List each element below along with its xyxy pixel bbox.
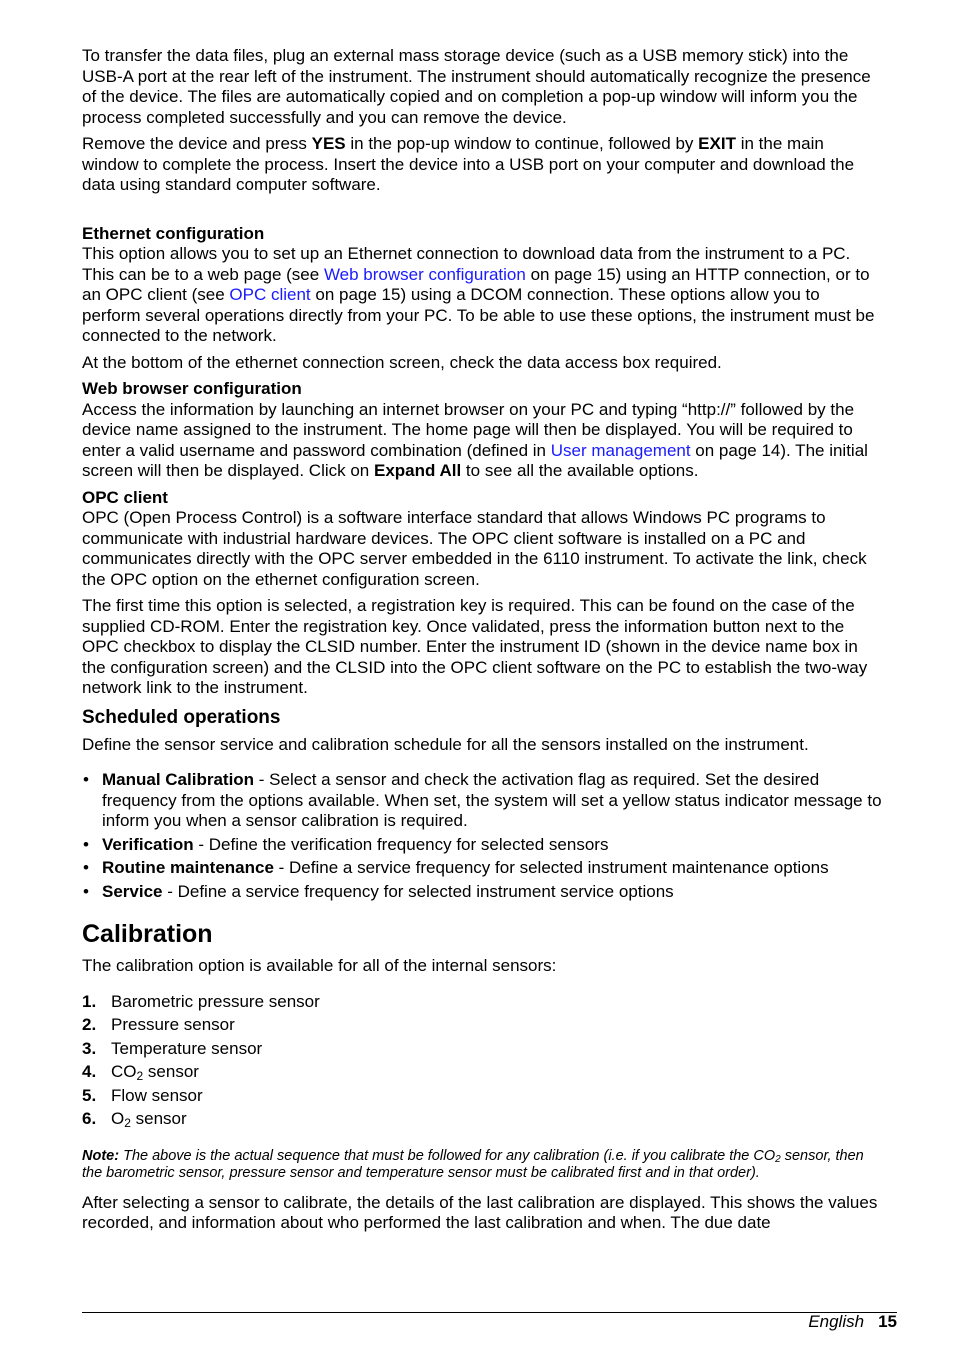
scheduled-operations-list bbox=[82, 770, 882, 902]
opc-paragraph-1: OPC (Open Process Control) is a software interface standard that allows Windows PC programs to communicate with industrial hardware devices. The OPC client software is installed on a PC and communicates directly with the OPC server embedded in the 6110 instrument. To activate the link, check the OPC option on the ethernet configuration screen. bbox=[82, 508, 867, 589]
scheduled-operations-heading: Scheduled operations bbox=[82, 706, 281, 728]
page-content bbox=[82, 46, 882, 1240]
note-label: Note: bbox=[82, 1147, 120, 1164]
list-item: • Service - Define a service frequency for selected instrument service options bbox=[83, 881, 674, 901]
bullet: • bbox=[83, 834, 89, 854]
page-number: 15 bbox=[878, 1312, 897, 1331]
opc-client-heading: OPC client bbox=[82, 487, 168, 507]
list-item: • Manual Calibration - Select a sensor and check the activation flag as required. Set the desired frequency from the options available. When set, the system will set a yellow status indicator message to inform you when a sensor calibration is required. bbox=[83, 770, 882, 830]
list-item: 6. $O_2$ sensor bbox=[82, 1109, 187, 1130]
user-management-link[interactable]: User management bbox=[550, 440, 691, 460]
web-browser-configuration-link[interactable]: Web browser configuration bbox=[323, 264, 526, 284]
expand-all-keyword: Expand All bbox=[373, 461, 462, 480]
footer-divider bbox=[82, 1312, 897, 1313]
calibration-heading: Calibration bbox=[82, 920, 213, 948]
bullet: • bbox=[83, 881, 89, 901]
intro-paragraph-1: To transfer the data files, plug an external mass storage device (such as a USB memory stick) into the USB-A port at the rear left of the instrument. The instrument should automatically recognize the presence of the device. The files are automatically copied and on completion a pop-up window will inform you the process completed successfully and you can remove the device. bbox=[82, 46, 871, 127]
scheduled-operations-intro: Define the sensor service and calibration schedule for all the sensors installed on the instrument. bbox=[82, 734, 809, 754]
list-item: 4. $CO_2$ sensor bbox=[82, 1062, 199, 1083]
list-item: 2. Pressure sensor bbox=[82, 1015, 235, 1034]
list-item: • Routine maintenance - Define a service frequency for selected instrument maintenance options bbox=[83, 858, 829, 877]
calibration-intro: The calibration option is available for all of the internal sensors: bbox=[82, 956, 557, 975]
calibration-sensor-list bbox=[82, 992, 882, 1130]
list-item: 3. Temperature sensor bbox=[82, 1038, 263, 1058]
calibration-note: Note: The above is the actual sequence that must be followed for any calibration (i.e. if you calibrate the $CO_2$ sensor, then the barometric sensor, pressure sensor and temperature sensor must be calibrated first and in that order). bbox=[82, 1147, 864, 1181]
footer-language: English bbox=[808, 1312, 865, 1331]
bullet: • bbox=[83, 858, 89, 877]
list-item: • Verification - Define the verification frequency for selected sensors bbox=[83, 834, 609, 854]
intro-paragraph-2: Remove the device and press YES in the pop-up window to continue, followed by EXIT in the main window to complete the process. Insert the device into a USB port on your computer and download the data using standard computer software. bbox=[82, 134, 855, 194]
list-item: 1. Barometric pressure sensor bbox=[82, 991, 320, 1011]
ethernet-configuration-heading: Ethernet configuration bbox=[82, 223, 265, 243]
opc-paragraph-2: The first time this option is selected, a registration key is required. This can be found on the case of the supplied CD-ROM. Enter the registration key. Once validated, press the information button next to the OPC checkbox to display the CLSID number. Enter the instrument ID (shown in the device name box in the configuration screen) and the CLSID into the OPC client software on the PC to establish the two-way network link to the instrument. bbox=[82, 596, 868, 697]
page-footer bbox=[808, 1312, 897, 1332]
exit-keyword: EXIT bbox=[698, 134, 736, 153]
ethernet-paragraph-2: At the bottom of the ethernet connection screen, check the data access box required. bbox=[82, 352, 722, 372]
yes-keyword: YES bbox=[311, 134, 346, 153]
ethernet-paragraph-1: This option allows you to set up an Ethernet connection to download data from the instrument to a PC. This can be to a web page (see Web browser configuration on page 15) using an HTTP connection, or to an OPC client (see OPC client on page 15) using a DCOM connection. These options allow you to perform several operations directly from your PC. To be able to use these options, the instrument must be connected to the network. bbox=[82, 244, 875, 345]
list-item: 5. Flow sensor bbox=[82, 1085, 203, 1105]
web-browser-configuration-heading: Web browser configuration bbox=[82, 379, 302, 398]
bullet: • bbox=[83, 770, 89, 789]
web-browser-paragraph: Access the information by launching an internet browser on your PC and typing “http://” followed by the device name assigned to the instrument. The home page will then be displayed. You will be required to enter a valid username and password combination (defined in User management on page 14). The initial screen will then be displayed. Click on Expand All to see all the available options. bbox=[82, 399, 868, 480]
calibration-final-paragraph: After selecting a sensor to calibrate, the details of the last calibration are displayed. This shows the values recorded, and information about who performed the last calibration and when. The due date bbox=[82, 1192, 878, 1232]
opc-client-link[interactable]: OPC client bbox=[229, 285, 311, 304]
